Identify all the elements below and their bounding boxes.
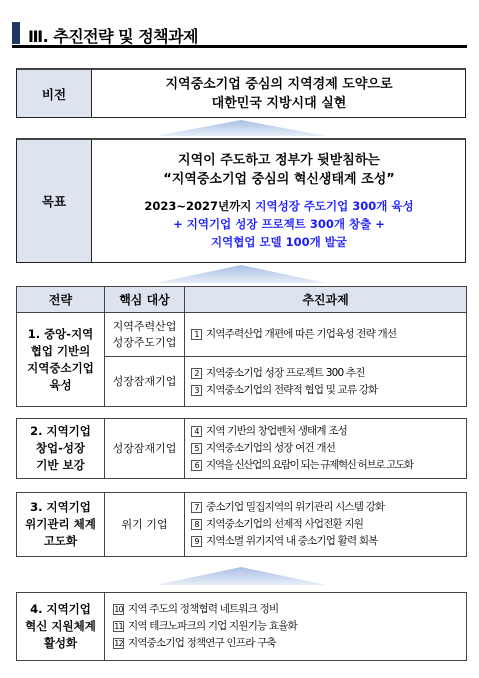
goal-statement — [93, 140, 465, 262]
target-cell — [105, 313, 185, 357]
goal-label: 목표 — [17, 140, 92, 262]
strategy-3 — [17, 493, 105, 557]
goal-target-3: 지역협업 모델 100개 발굴 — [211, 235, 347, 249]
task-item — [113, 618, 466, 635]
tasks-cell — [105, 593, 467, 661]
task-item — [191, 365, 466, 382]
task-item — [191, 499, 466, 516]
strategy-3-line: 3. 지역기업 — [30, 500, 91, 514]
section-title-bar — [12, 22, 467, 48]
strategy-2 — [17, 419, 105, 479]
target-line: 성장주도기업 — [112, 335, 177, 349]
task-number-badge: 3 — [191, 385, 202, 396]
strategy-1-line: 육성 — [49, 377, 72, 392]
strategy-4-line: 활성화 — [43, 636, 78, 650]
task-text: 지역중소기업의 전략적 협업 및 교류 강화 — [206, 383, 378, 396]
task-number-badge: 11 — [114, 622, 123, 631]
goal-line-1: 지역이 주도하고 정부가 뒷받침하는 — [178, 153, 380, 168]
task-number-badge: 1 — [191, 329, 202, 340]
strategy-3-line: 위기관리 체계 — [25, 517, 96, 531]
task-item — [113, 635, 466, 652]
tasks-cell — [185, 419, 467, 479]
task-text: 지역중소기업의 선제적 사업전환 지원 — [206, 518, 364, 530]
task-item — [191, 516, 466, 533]
strategy-2-box — [16, 418, 467, 479]
task-number-badge: 6 — [191, 460, 202, 471]
strategy-3-line: 고도화 — [43, 534, 78, 548]
target-cell: 성장잠재기업 — [105, 419, 185, 479]
header-tasks: 추진과제 — [185, 287, 467, 313]
task-number-badge: 12 — [114, 639, 123, 648]
table-row — [17, 593, 467, 661]
task-text: 중소기업 밀집지역의 위기관리 시스템 강화 — [206, 501, 385, 513]
target-line: 성장잠재기업 — [112, 374, 177, 388]
task-number-badge: 9 — [191, 536, 202, 547]
vision-line-2: 대한민국 지방시대 실현 — [211, 95, 347, 111]
tasks-cell — [185, 313, 467, 357]
task-text: 지역을 신산업의 요람이 되는 규제혁신 허브로 고도화 — [206, 459, 413, 471]
task-item — [191, 423, 466, 440]
task-item — [191, 326, 466, 343]
vision-box — [16, 68, 466, 118]
task-item — [191, 382, 466, 399]
strategy-2-line: 창업-성장 — [35, 441, 86, 455]
goal-box — [16, 138, 466, 263]
task-number-badge: 7 — [191, 502, 202, 513]
task-text: 지역중소기업 정책연구 인프라 구축 — [128, 637, 276, 649]
task-text: 지역소멸 위기지역 내 중소기업 활력 회복 — [206, 535, 378, 547]
task-item — [191, 533, 466, 550]
task-number-badge: 10 — [114, 605, 123, 614]
task-text: 지역주력산업 개편에 따른 기업육성 전략 개선 — [206, 328, 397, 340]
goal-target-2: + 지역기업 성장 프로젝트 300개 창출 + — [173, 217, 385, 231]
up-arrow-3 — [16, 565, 466, 587]
task-text: 지역 테크노파크의 기업 지원기능 효율화 — [128, 620, 297, 632]
strategy-1-line: 지역중소기업 — [27, 360, 94, 375]
table-row — [17, 493, 467, 557]
target-cell: 위기 기업 — [105, 493, 185, 557]
strategy-4 — [17, 593, 105, 661]
task-text: 지역중소기업의 성장 여건 개선 — [206, 442, 336, 454]
tasks-cell — [185, 493, 467, 557]
up-arrow-1 — [16, 118, 466, 138]
target-line: 지역주력산업 — [112, 319, 177, 333]
strategy-3-box — [16, 492, 467, 557]
title-accent-bar — [12, 22, 20, 44]
vision-line-1: 지역중소기업 중심의 지역경제 도약으로 — [165, 76, 393, 92]
table-row — [17, 313, 467, 357]
vision-label: 비전 — [17, 70, 92, 117]
task-number-badge: 8 — [191, 519, 202, 530]
vision-statement — [93, 70, 465, 117]
strategy-4-line: 4. 지역기업 — [30, 602, 91, 616]
strategy-1 — [17, 313, 105, 407]
target-cell — [105, 357, 185, 407]
header-strategy: 전략 — [17, 287, 105, 313]
task-number-badge: 5 — [191, 443, 202, 454]
task-number-badge: 2 — [191, 368, 202, 379]
strategy-2-line: 기반 보강 — [36, 458, 85, 472]
tasks-cell — [185, 357, 467, 407]
task-item — [191, 440, 466, 457]
task-text: 지역 기반의 창업벤처 생태계 조성 — [206, 425, 347, 437]
strategy-2-line: 2. 지역기업 — [30, 424, 91, 438]
header-target: 핵심 대상 — [105, 287, 185, 313]
strategy-4-box — [16, 592, 467, 661]
task-item — [191, 457, 466, 474]
goal-target-1: 지역성장 주도기업 300개 육성 — [255, 199, 414, 213]
up-arrow-2 — [16, 263, 466, 285]
goal-period: 2023~2027년까지 — [144, 199, 256, 213]
strategy-table — [16, 286, 467, 407]
strategy-1-line: 1. 중앙-지역 — [27, 326, 94, 341]
goal-line-2: “지역중소기업 중심의 혁신생태계 조성” — [163, 172, 395, 187]
goal-line-3 — [144, 197, 413, 215]
strategy-1-line: 협업 기반의 — [30, 343, 91, 358]
task-text: 지역중소기업 성장 프로젝트 300 추진 — [206, 366, 365, 379]
task-number-badge: 4 — [191, 426, 202, 437]
section-title: Ⅲ. 추진전략 및 정책과제 — [28, 27, 199, 46]
task-text: 지역 주도의 정책협력 네트워크 정비 — [128, 603, 279, 615]
table-row — [17, 419, 467, 479]
table-header-row — [17, 287, 467, 313]
task-item — [113, 601, 466, 618]
strategy-4-line: 혁신 지원체계 — [25, 619, 96, 633]
